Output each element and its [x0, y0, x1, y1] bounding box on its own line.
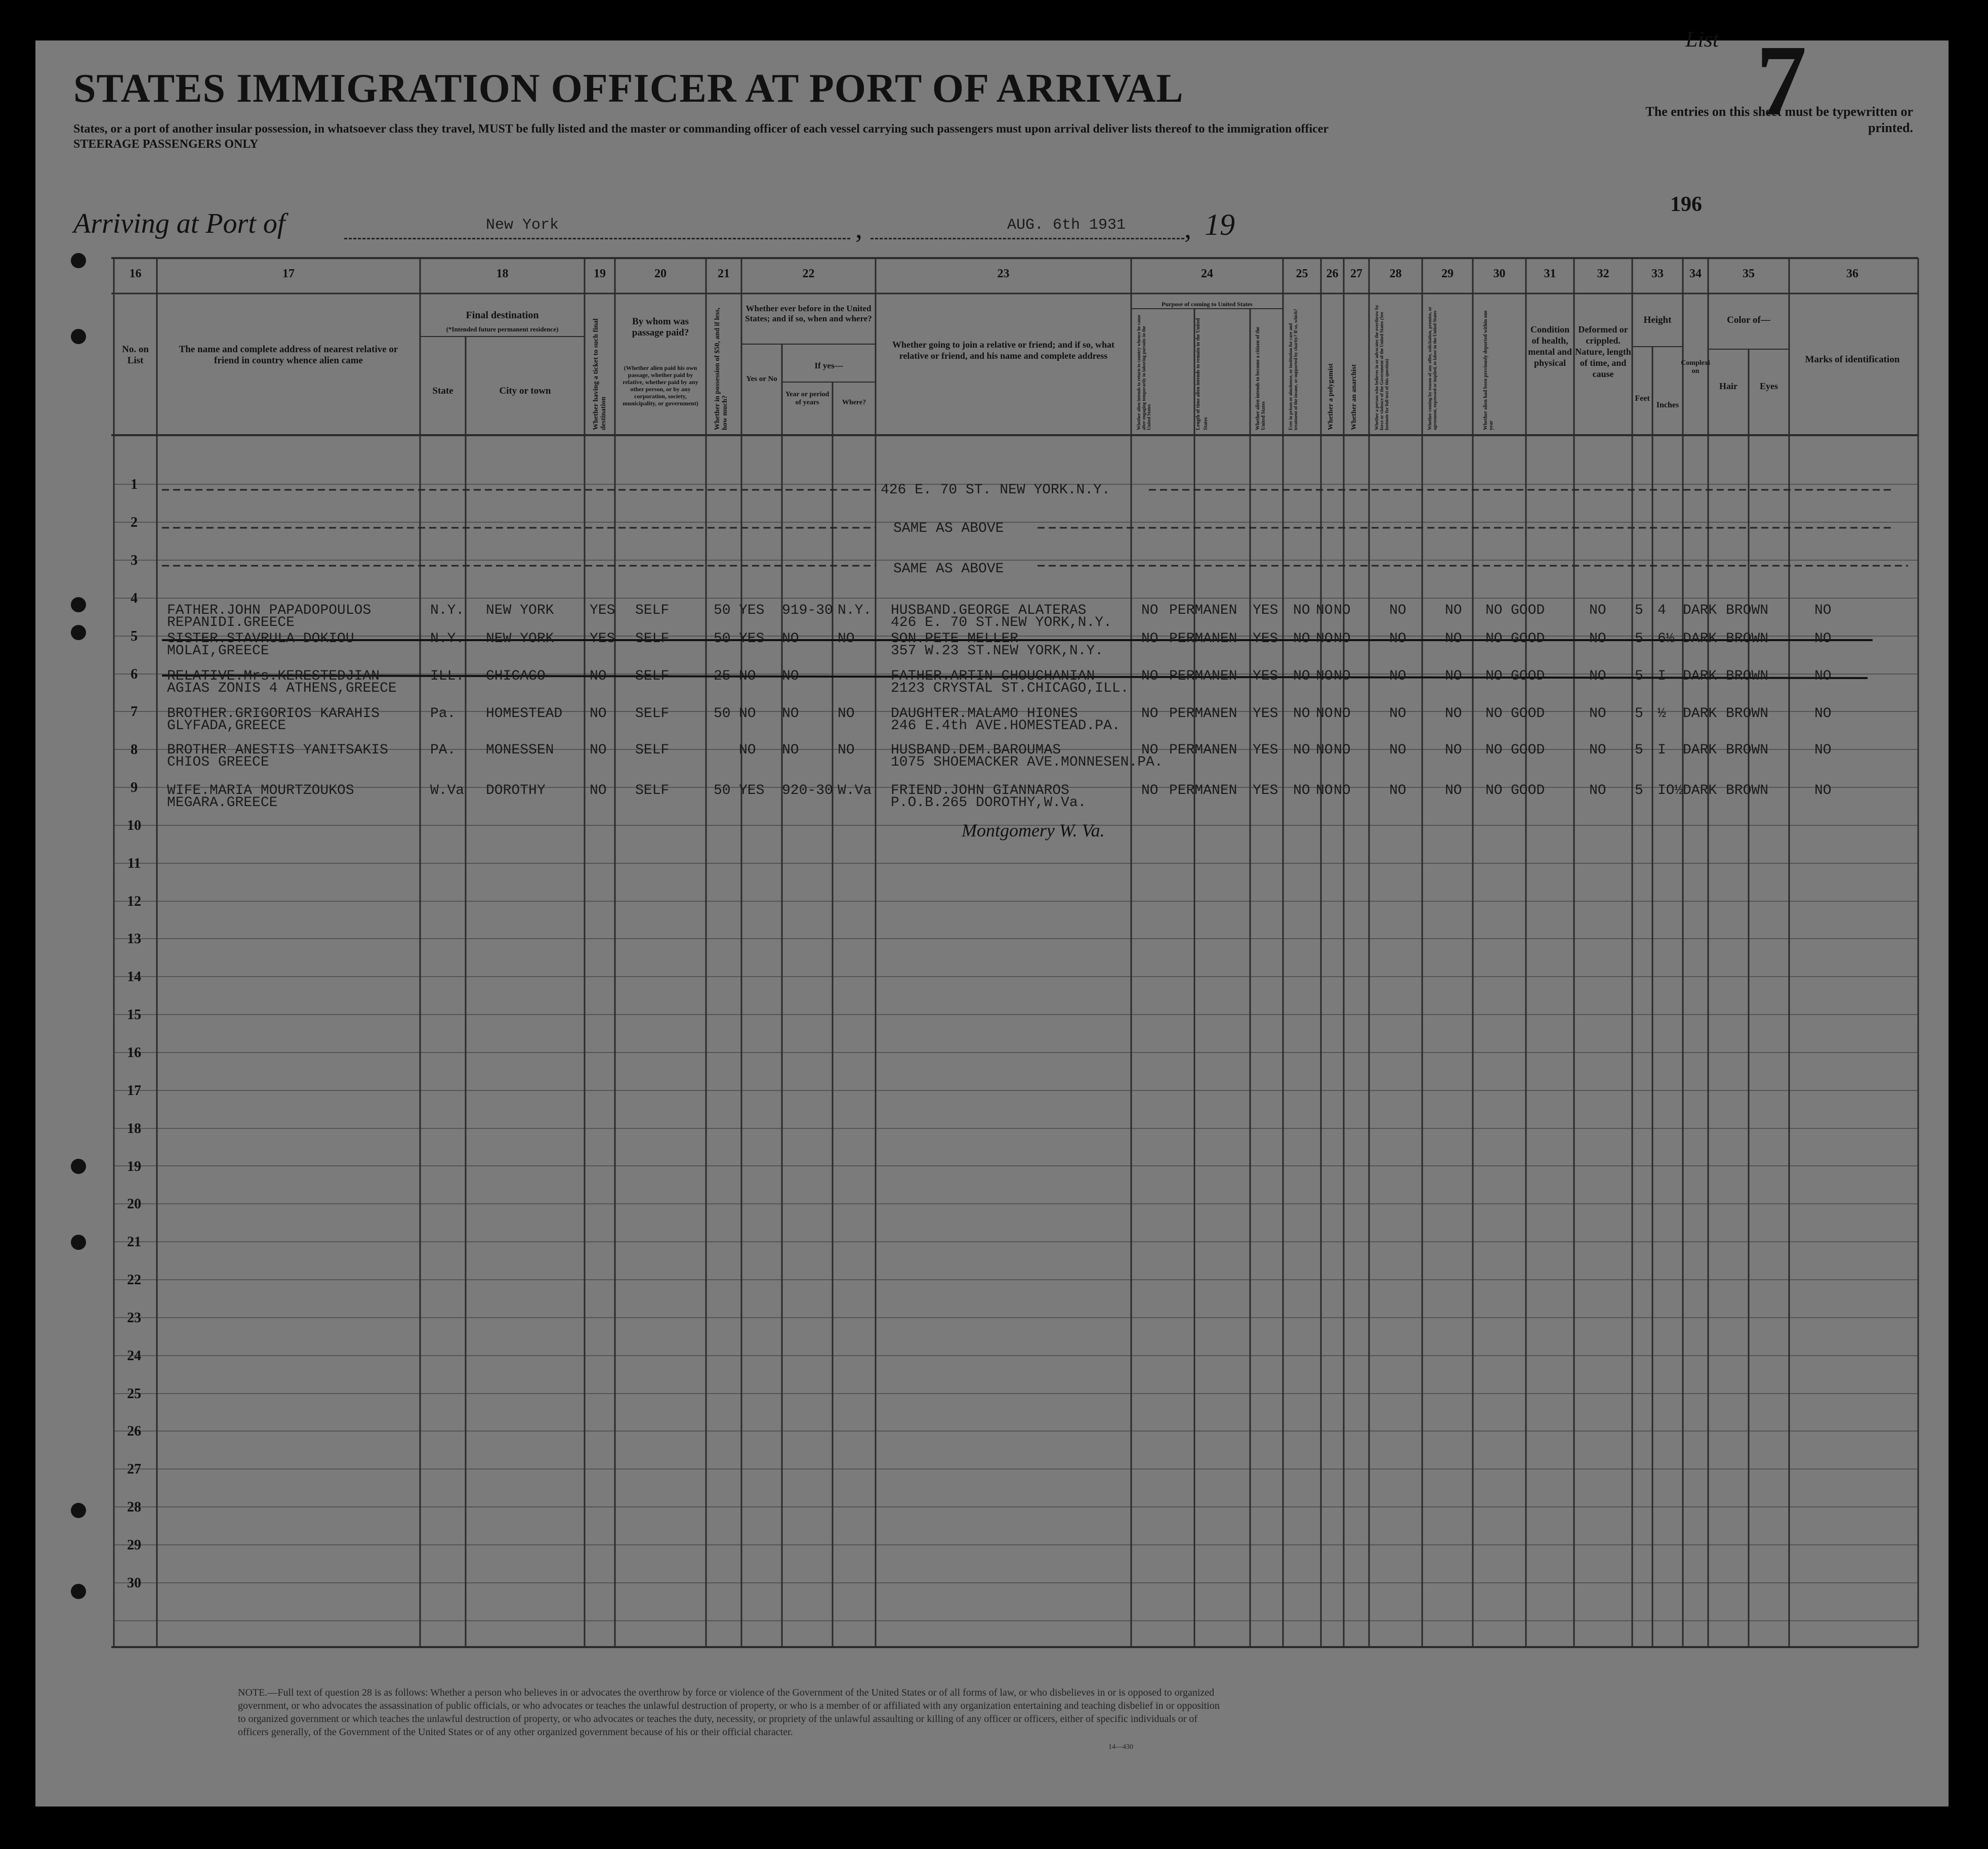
col-number: 21 [718, 267, 730, 280]
r8-c24c: YES [1253, 742, 1278, 758]
r5-c25: NO [1293, 631, 1310, 647]
col-header-destination: Final destination [466, 310, 539, 321]
col-number: 28 [1389, 267, 1402, 280]
r9-where: W.Va [838, 783, 872, 799]
r6-c27: NO [1334, 668, 1351, 684]
r5-c29: NO [1445, 631, 1462, 647]
r6-c23a: FATHER.ARTIN CHOUCHANIAN [891, 668, 1095, 684]
r7-c32: NO [1589, 706, 1606, 722]
r9-complexion: DARK [1683, 783, 1717, 799]
r9-before: YES [739, 783, 765, 799]
entries-note: The entries on this sheet must be typewritten or printed. [1645, 104, 1913, 135]
r5-c24a: NO [1141, 631, 1158, 647]
r5-complexion: DARK [1683, 631, 1717, 647]
row-number: 29 [127, 1537, 141, 1553]
r4-inches: 4 [1658, 603, 1666, 618]
r5-c24c: YES [1253, 631, 1278, 647]
r7-c24c: YES [1253, 706, 1278, 722]
r5-c17a: SISTER.STAVRULA DOKIOU [167, 631, 354, 647]
r8-c27: NO [1334, 742, 1351, 758]
row-number: 12 [127, 894, 141, 909]
r6-hair: BROWN [1726, 668, 1769, 684]
col-header-citizen: Whether alien intends to become a citizen of the United States [1255, 326, 1266, 430]
r7-c23b: 246 E.4th AVE.HOMESTEAD.PA. [891, 718, 1121, 734]
col-header-overthrow: Whether a person who believes in or advocates the overthrow by force or violence of the Government of the United States (See footnote for full text of this question) [1374, 305, 1389, 430]
r6-c24b: PERMANEN [1169, 668, 1237, 684]
col-number: 36 [1846, 267, 1858, 280]
r9-money: 50 [714, 783, 731, 799]
row-number: 28 [127, 1499, 141, 1515]
r9-c27: NO [1334, 783, 1351, 799]
col-header-anarchist: Whether an anarchist [1350, 364, 1358, 430]
r9-years: 920-30 [782, 783, 833, 799]
date-value: AUG. 6th 1931 [1007, 217, 1126, 234]
row-number: 27 [127, 1461, 141, 1477]
r7-hair: BROWN [1726, 706, 1769, 722]
row1-join-address: 426 E. 70 ST. NEW YORK.N.Y. [881, 482, 1110, 498]
col-header-where: Where? [842, 399, 866, 406]
row-number: 26 [127, 1423, 141, 1439]
row-number: 21 [127, 1234, 141, 1250]
r8-c24b: PERMANEN [1169, 742, 1237, 758]
r7-c24a: NO [1141, 706, 1158, 722]
r8-feet: 5 [1635, 742, 1643, 758]
col-header-deformed: Deformed or crippled. Nature, length of time, and cause [1575, 324, 1631, 379]
r6-c31: GOOD [1511, 668, 1545, 684]
r7-state: Pa. [430, 706, 456, 722]
col-number: 23 [997, 267, 1010, 280]
r9-inches: IO½ [1658, 783, 1683, 799]
col-header-join: Whether going to join a relative or friend; and if so, what relative or friend, and his name and complete address [892, 340, 1114, 361]
row3-join-address: SAME AS ABOVE [893, 561, 1004, 577]
row-number: 14 [127, 969, 141, 985]
col-number: 29 [1441, 267, 1454, 280]
r8-state: PA. [430, 742, 456, 758]
r7-ticket: NO [590, 706, 607, 722]
r4-ticket: YES [590, 603, 615, 618]
r8-inches: I [1658, 742, 1666, 758]
r6-ticket: NO [590, 668, 607, 684]
row-number: 2 [131, 515, 138, 530]
r4-c24a: NO [1141, 603, 1158, 618]
r4-c30: NO [1485, 603, 1503, 618]
r9-c23a: FRIEND.JOHN GIANNAROS [891, 783, 1069, 799]
col-number: 35 [1743, 267, 1755, 280]
r4-c25: NO [1293, 603, 1310, 618]
r9-c23b: P.O.B.265 DOROTHY,W.Va. [891, 795, 1087, 811]
r7-c31: GOOD [1511, 706, 1545, 722]
r9-c17b: MEGARA.GREECE [167, 795, 278, 811]
r5-paid: SELF [635, 631, 670, 647]
r7-c36: NO [1814, 706, 1832, 722]
col-header-passage: By whom was passage paid? [632, 316, 689, 338]
col-header-state: State [432, 386, 453, 396]
r7-c17b: GLYFADA,GREECE [167, 718, 286, 734]
row-number: 5 [131, 628, 138, 644]
footnote-q28: NOTE.—Full text of question 28 is as follows: Whether a person who believes in or advocates the overthrow by force or violence of the Government of the United States or of all forms of law, or who disbelieves in or is opposed to organized government, or who advocates the assassination of public officials, or who advocates or teaches the unlawful destruction of property, or who is a member of or affiliated with any organization entertaining and teaching disbelief in or opposition to organized government or which teaches the unlawful destruction of property, or who advocates or teaches the duty, necessity, or propriety of the unlawful assaulting or killing of any officer or officers, either of specific individuals or of officers generally, of the Government of the United States or of any other organized government because of his or their official character. [238, 1687, 1220, 1738]
r7-c17a: BROTHER.GRIGORIOS KARAHIS [167, 706, 380, 722]
r5-where: NO [838, 631, 855, 647]
col-number: 17 [282, 267, 295, 280]
r4-complexion: DARK [1683, 603, 1717, 618]
row-number: 22 [127, 1272, 141, 1288]
r6-c28: NO [1389, 668, 1406, 684]
r7-c23a: DAUGHTER.MALAMO HIONES [891, 706, 1078, 722]
col-number: 27 [1350, 267, 1362, 280]
r5-c36: NO [1814, 631, 1832, 647]
row2-join-address: SAME AS ABOVE [893, 521, 1004, 536]
col-number: 16 [129, 267, 142, 280]
list-label: List [1685, 27, 1719, 52]
row-number: 17 [127, 1083, 141, 1099]
comma: , [855, 213, 862, 244]
col-number: 22 [802, 267, 815, 280]
r6-city: CHICAGO [486, 668, 546, 684]
r9-city: DOROTHY [486, 783, 546, 799]
r6-before: NO [739, 668, 756, 684]
r7-c30: NO [1485, 706, 1503, 722]
col-number: 33 [1651, 267, 1664, 280]
row-number: 18 [127, 1121, 141, 1137]
col-number: 25 [1296, 267, 1308, 280]
r5-ticket: YES [590, 631, 615, 647]
r6-paid: SELF [635, 668, 670, 684]
r9-hair: BROWN [1726, 783, 1769, 799]
row-number: 23 [127, 1310, 141, 1326]
r8-c28: NO [1389, 742, 1406, 758]
r7-paid: SELF [635, 706, 670, 722]
r6-c36: NO [1814, 668, 1832, 684]
r6-inches: I [1658, 668, 1666, 684]
col-header-labor-offer: Whether coming by reason of any offer, solicitation, promise, or agreement, expressed or implied, to labor in the United States [1427, 307, 1437, 430]
page-title: STATES IMMIGRATION OFFICER AT PORT OF ARRIVAL [73, 66, 1184, 111]
r8-years: NO [782, 742, 799, 758]
r9-c24b: PERMANEN [1169, 783, 1237, 799]
r4-before: YES [739, 603, 765, 618]
r6-c29: NO [1445, 668, 1462, 684]
r9-c24c: YES [1253, 783, 1278, 799]
r5-inches: 6½ [1658, 631, 1675, 647]
col-header-hair: Hair [1719, 381, 1737, 391]
col-header-ticket: Whether having a ticket to such final destination [592, 318, 607, 430]
r5-c30: NO [1485, 631, 1503, 647]
r4-years: 919-30 [782, 603, 833, 618]
r5-c31: GOOD [1511, 631, 1545, 647]
r6-c17a: RELATIVE.Mrs.KERESTEDJIAN [167, 668, 380, 684]
r5-money: 50 [714, 631, 731, 647]
r9-c36: NO [1814, 783, 1832, 799]
r8-c26: NO [1316, 742, 1333, 758]
r5-c27: NO [1334, 631, 1351, 647]
r9-ticket: NO [590, 783, 607, 799]
col-number: 30 [1493, 267, 1506, 280]
r9-state: W.Va [430, 783, 465, 799]
r7-inches: ½ [1658, 706, 1666, 722]
r5-feet: 5 [1635, 631, 1643, 647]
r6-complexion: DARK [1683, 668, 1717, 684]
col-header-purpose: Purpose of coming to United States [1162, 301, 1253, 308]
col-header-return: Whether alien intends to return to country whence he came after engaging temporarily in laboring pursuits in the United States [1136, 315, 1151, 430]
r7-feet: 5 [1635, 706, 1643, 722]
r7-c29: NO [1445, 706, 1462, 722]
row-number: 25 [127, 1386, 141, 1402]
r5-c28: NO [1389, 631, 1406, 647]
year-prefix: 19 [1205, 208, 1235, 241]
col-header-before: Whether ever before in the United States; and if so, when and where? [745, 304, 872, 323]
r7-c26: NO [1316, 706, 1333, 722]
list-number: 7 [1756, 25, 1807, 137]
r6-state: ILL. [430, 668, 465, 684]
r8-c23b: 1075 SHOEMACKER AVE.MONNESEN.PA. [891, 754, 1163, 770]
col-number: 26 [1326, 267, 1339, 280]
row-number: 30 [127, 1575, 141, 1591]
r4-paid: SELF [635, 603, 670, 618]
r9-paid: SELF [635, 783, 670, 799]
col-header-marks: Marks of identification [1805, 354, 1900, 365]
r9-c31: GOOD [1511, 783, 1545, 799]
port-value: New York [486, 217, 559, 234]
r4-c27: NO [1334, 603, 1351, 618]
row-number: 1 [131, 477, 138, 492]
r8-c17a: BROTHER ANESTIS YANITSAKIS [167, 742, 388, 758]
r9-c29: NO [1445, 783, 1462, 799]
r5-c24b: PERMANEN [1169, 631, 1237, 647]
r4-c17a: FATHER.JOHN PAPADOPOULOS [167, 603, 371, 618]
form-number: 14—430 [1108, 1743, 1133, 1751]
r4-c17b: REPANIDI.GREECE [167, 615, 295, 631]
col-header-year: Year or period of years [785, 391, 830, 406]
arriving-label: Arriving at Port of [73, 208, 285, 239]
r6-c26: NO [1316, 668, 1333, 684]
r9-c32: NO [1589, 783, 1606, 799]
col-header-yesno: Yes or No [746, 375, 777, 383]
row-number: 9 [131, 780, 138, 795]
r8-hair: BROWN [1726, 742, 1769, 758]
col-header-ifyes: If yes— [814, 361, 843, 370]
row-number: 13 [127, 931, 141, 947]
r7-city: HOMESTEAD [486, 706, 563, 722]
r4-c23a: HUSBAND.GEORGE ALATERAS [891, 603, 1087, 618]
r8-c25: NO [1293, 742, 1310, 758]
r9-c24a: NO [1141, 783, 1158, 799]
row-number: 24 [127, 1348, 141, 1364]
r5-years: NO [782, 631, 799, 647]
r6-c32: NO [1589, 668, 1606, 684]
r4-c29: NO [1445, 603, 1462, 618]
r5-city: NEW YORK [486, 631, 554, 647]
r6-c23b: 2123 CRYSTAL ST.CHICAGO,ILL. [891, 681, 1129, 696]
subtitle-line-2: STEERAGE PASSENGERS ONLY [73, 138, 259, 151]
col-number: 32 [1597, 267, 1609, 280]
r7-where: NO [838, 706, 855, 722]
row-number: 15 [127, 1007, 141, 1023]
r5-c23a: SON.PETE MELLER [891, 631, 1019, 647]
r8-paid: SELF [635, 742, 670, 758]
r8-c31: GOOD [1511, 742, 1545, 758]
col-header-no: No. on List [122, 344, 149, 366]
row-number: 7 [131, 704, 138, 720]
r9-c25: NO [1293, 783, 1310, 799]
r8-c24a: NO [1141, 742, 1158, 758]
col-header-prison: Ever in prison or almshouse, or institution for care and treatment of the insane, or supported by charity? If so, which? [1288, 309, 1298, 430]
r6-money: 25 [714, 668, 731, 684]
r5-before: YES [739, 631, 765, 647]
r4-c24b: PERMANEN [1169, 603, 1237, 618]
r4-money: 50 [714, 603, 731, 618]
r4-c31: GOOD [1511, 603, 1545, 618]
row-number: 10 [127, 818, 141, 833]
r5-state: N.Y. [430, 631, 465, 647]
r6-c24c: YES [1253, 668, 1278, 684]
r7-years: NO [782, 706, 799, 722]
r6-years: NO [782, 668, 799, 684]
r4-c23b: 426 E. 70 ST.NEW YORK,N.Y. [891, 615, 1112, 631]
col-header-relative: The name and complete address of nearest relative or friend in country whence alien came [179, 344, 398, 366]
r8-c36: NO [1814, 742, 1832, 758]
r6-feet: 5 [1635, 668, 1643, 684]
comma: , [1184, 213, 1191, 244]
r6-c25: NO [1293, 668, 1310, 684]
r7-money: 50 [714, 706, 731, 722]
r7-c25: NO [1293, 706, 1310, 722]
r6-c30: NO [1485, 668, 1503, 684]
row-number: 4 [131, 591, 138, 606]
col-number: 18 [496, 267, 509, 280]
r8-complexion: DARK [1683, 742, 1717, 758]
handwritten-note: Montgomery W. Va. [962, 820, 1105, 841]
r4-c24c: YES [1253, 603, 1278, 618]
r9-c26: NO [1316, 783, 1333, 799]
row-number: 19 [127, 1159, 141, 1174]
r6-c24a: NO [1141, 668, 1158, 684]
r4-c28: NO [1389, 603, 1406, 618]
col-header-complexion: Complexion [1681, 359, 1710, 375]
col-number: 20 [654, 267, 667, 280]
r8-c30: NO [1485, 742, 1503, 758]
col-header-deported: Whether alien had been previously deported within one year [1483, 310, 1494, 430]
row-number: 11 [127, 856, 141, 871]
r7-c28: NO [1389, 706, 1406, 722]
r8-c23a: HUSBAND.DEM.BAROUMAS [891, 742, 1061, 758]
r4-feet: 5 [1635, 603, 1643, 618]
r9-c30: NO [1485, 783, 1503, 799]
r5-c17b: MOLAI,GREECE [167, 643, 269, 659]
col-header-money: Whether in possession of $50, and if less, how much? [714, 307, 729, 430]
r9-feet: 5 [1635, 783, 1643, 799]
r8-ticket: NO [590, 742, 607, 758]
r4-c32: NO [1589, 603, 1606, 618]
r8-before: NO [739, 742, 756, 758]
col-header-inches: Inches [1656, 401, 1679, 409]
r7-before: NO [739, 706, 756, 722]
r7-complexion: DARK [1683, 706, 1717, 722]
r4-c36: NO [1814, 603, 1832, 618]
subtitle-line-1: States, or a port of another insular possession, in whatsoever class they travel, MUST be fully listed and the master or commanding officer of each vessel carrying such passengers must upon arrival deliver lists thereof to the immigration officer [73, 122, 1329, 136]
row-number: 16 [127, 1045, 141, 1061]
row-number: 8 [131, 742, 138, 758]
page-number: 196 [1670, 193, 1702, 216]
r4-c26: NO [1316, 603, 1333, 618]
row-number: 20 [127, 1196, 141, 1212]
r7-c27: NO [1334, 706, 1351, 722]
r9-c28: NO [1389, 783, 1406, 799]
col-number: 24 [1201, 267, 1213, 280]
r4-where: N.Y. [838, 603, 872, 618]
r5-c26: NO [1316, 631, 1333, 647]
row-number: 6 [131, 666, 138, 682]
r8-city: MONESSEN [486, 742, 554, 758]
col-header-destination-note: (*Intended future permanent residence) [446, 325, 559, 333]
r8-c17b: CHIOS GREECE [167, 754, 269, 770]
r5-c23b: 357 W.23 ST.NEW YORK,N.Y. [891, 643, 1104, 659]
r8-where: NO [838, 742, 855, 758]
r5-hair: BROWN [1726, 631, 1769, 647]
r8-c32: NO [1589, 742, 1606, 758]
r6-c17b: AGIAS ZONIS 4 ATHENS,GREECE [167, 681, 397, 696]
col-header-eyes: Eyes [1760, 381, 1778, 391]
col-number: 19 [594, 267, 606, 280]
r7-c24b: PERMANEN [1169, 706, 1237, 722]
r8-c29: NO [1445, 742, 1462, 758]
r5-c32: NO [1589, 631, 1606, 647]
col-header-feet: Feet [1635, 394, 1650, 403]
col-header-length: Length of time alien intends to remain in the United States [1195, 318, 1209, 430]
r4-city: NEW YORK [486, 603, 554, 618]
r4-hair: BROWN [1726, 603, 1769, 618]
col-header-color: Color of— [1727, 315, 1770, 325]
col-header-city: City or town [499, 386, 551, 396]
r9-c17a: WIFE.MARIA MOURTZOUKOS [167, 783, 354, 799]
col-header-polygamist: Whether a polygamist [1327, 363, 1335, 430]
col-number: 34 [1689, 267, 1702, 280]
col-header-height: Height [1643, 315, 1672, 325]
col-header-health: Condition of health, mental and physical [1528, 324, 1572, 368]
col-number: 31 [1544, 267, 1556, 280]
col-header-passage-note: (Whether alien paid his own passage, whether paid by relative, whether paid by any other person, or by any corporation, society, municipality, or government) [623, 364, 698, 407]
r4-state: N.Y. [430, 603, 465, 618]
row-number: 3 [131, 553, 138, 568]
